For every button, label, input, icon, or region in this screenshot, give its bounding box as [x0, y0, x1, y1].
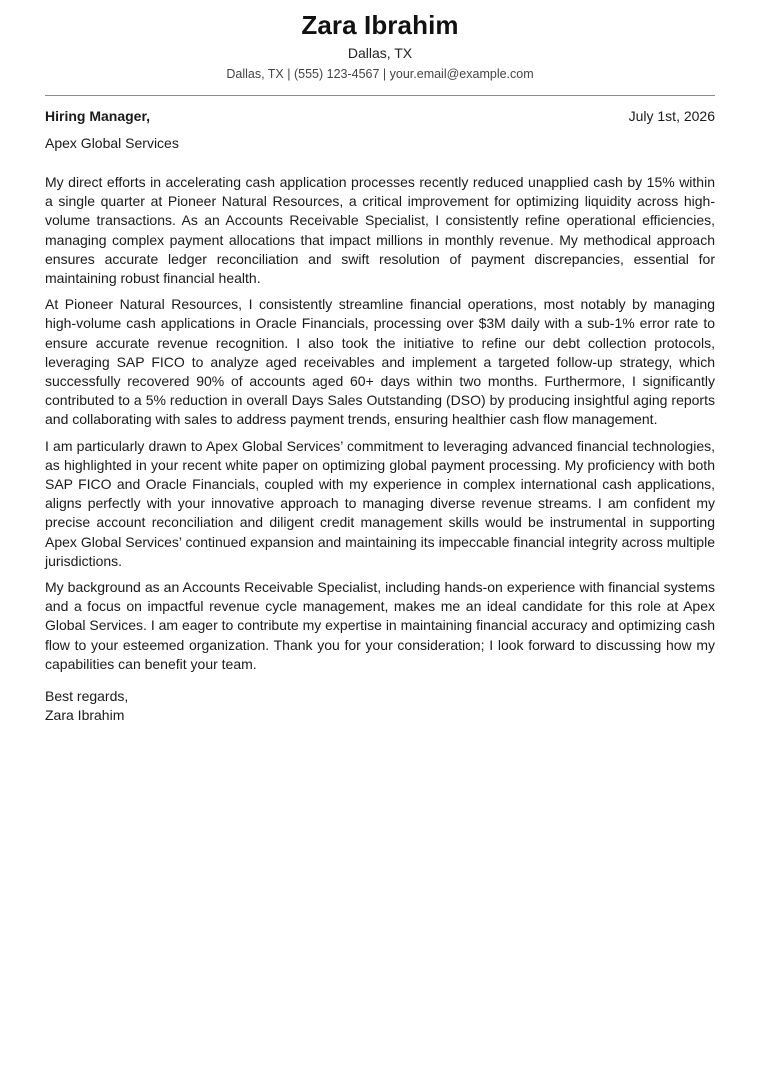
header-divider: [45, 95, 715, 96]
body-paragraph: My background as an Accounts Receivable Specialist, including hands-on experience with financial systems and a focus on impactful revenue cycle management, makes me an ideal candidate for this role at Apex Global Services. I am eager to contribute my expertise in maintaining financial accuracy and optimizing cash flow to your esteemed organization. Thank you for your consideration; I look forward to discussing how my capabilities can benefit your team.: [45, 579, 715, 672]
applicant-contact-line: Dallas, TX | (555) 123-4567 | your.email@example.com: [226, 67, 534, 81]
recipient-company: Apex Global Services: [45, 135, 179, 151]
body-paragraph: At Pioneer Natural Resources, I consistently streamline financial operations, most notably by managing high-volume cash applications in Oracle Financials, processing over $3M daily with a sub-1% error rate to ensure accurate revenue recognition. I also took the initiative to refine our debt collection protocols, leveraging SAP FICO to analyze aged receivables and implement a targeted follow-up strategy, which successfully recovered 90% of accounts aged 60+ days within two months. Furthermore, I significantly contributed to a 5% reduction in overall Days Sales Outstanding (DSO) by producing insightful aging reports and collaborating with sales to address payment trends, ensuring healthier cash flow management.: [45, 296, 715, 428]
body-paragraph: My direct efforts in accelerating cash application processes recently reduced unapplied cash by 15% within a single quarter at Pioneer Natural Resources, a critical improvement for optimizing liquidity across high-volume transactions. As an Accounts Receivable Specialist, I consistently refine operational efficiencies, managing complex payment allocations that impact millions in monthly revenue. My methodical approach ensures accurate ledger reconciliation and swift resolution of payment discrepancies, essential for maintaining robust financial health.: [45, 174, 715, 287]
salutation: Hiring Manager,: [45, 108, 151, 124]
applicant-name: Zara Ibrahim: [301, 10, 459, 40]
closing-phrase: Best regards,: [45, 688, 129, 705]
letter-body: [45, 173, 715, 674]
body-paragraph: I am particularly drawn to Apex Global Services’ commitment to leveraging advanced financial technologies, as highlighted in your recent white paper on optimizing global payment processing. My proficiency with both SAP FICO and Oracle Financials, coupled with my experience in complex international cash applications, aligns perfectly with your innovative approach to managing diverse revenue streams. I am confident my precise account reconciliation and diligent credit management skills would be instrumental in supporting Apex Global Services’ continued expansion and maintaining its impeccable financial integrity across multiple jurisdictions.: [45, 437, 715, 569]
letter-header: [45, 0, 715, 82]
signature-name: Zara Ibrahim: [45, 707, 125, 724]
letter-closing-block: [45, 687, 715, 725]
applicant-location: Dallas, TX: [347, 45, 413, 61]
letter-date: July 1st, 2026: [628, 108, 715, 124]
salutation-date-row: [45, 106, 715, 126]
